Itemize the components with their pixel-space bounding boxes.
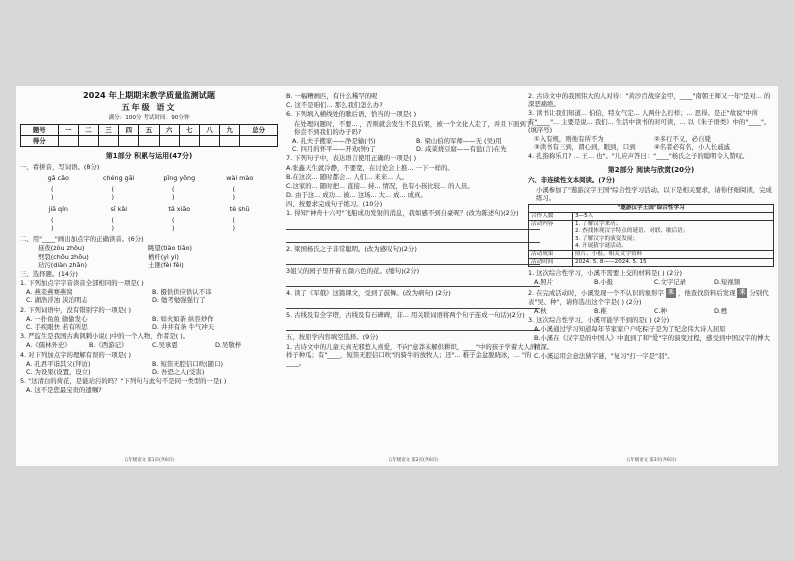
answer-bracket[interactable]: ( ) [172,215,187,232]
reading-row [20,253,278,261]
pinyin-item: jiā qín [48,204,68,213]
option[interactable]: A.小溪通过学习知道每年节家家户户吃粽子是为了纪念伟大诗人屈原 [534,325,726,334]
score-header-cell: 一 [58,124,78,135]
question-3-2: 2. 下列词语中，没有错别字的一项是( ) [20,305,132,314]
exam-sheet [16,86,778,466]
pinyin-item: gǎ cǎo [47,174,69,183]
pinyin-item: tè shū [229,204,250,213]
pinyin-item: sī kǎi [110,204,128,213]
option[interactable]: B.《西游记》 [89,341,128,350]
question-4-4: 4. 读了《军俄》这篇课文，受到了鼓舞。(改为病句) (2分) [286,289,451,297]
option[interactable]: D.吴敬梓 [215,341,242,350]
option[interactable]: A.秋 [534,306,547,315]
activity-value: 3—5人 [573,213,774,221]
pinyin-item: tā xiāo [168,204,191,213]
options-row [528,135,774,143]
option[interactable]: A.照片 [534,278,554,287]
score-header-cell: 九 [220,124,240,135]
score-header-cell: 题号 [21,124,59,135]
option[interactable]: C.小溪运用会意法猜字谜，"复习"打一字是"羽"。 [534,351,674,360]
option[interactable]: C.种 [654,306,667,315]
answer-line[interactable] [286,276,540,287]
score-input-cell[interactable] [199,135,219,146]
score-header-cell: 总分 [240,124,278,135]
question-text: 在处理问题时，不要... ，否则就会发生不良后果，被一个文化人走了，并且下面到了... 你尝不到我们的办子吗? [294,119,539,136]
question-6: 六、非连续性文本阅读。(7分) [528,176,615,185]
answer-line[interactable] [286,254,540,265]
option[interactable]: ②多行不义，必自毙 [654,134,711,143]
page-column-3 [528,86,774,466]
option[interactable]: C.吴承恩 [152,341,178,350]
pinyin-item: wài mào [226,174,254,183]
option[interactable]: C. 湖浩浮浊 浃泊明志 [26,296,88,305]
option[interactable]: C. 为设果(设置，设立) [26,367,91,376]
option[interactable]: B.稚 [594,306,607,315]
activity-key: 合作人数 [529,213,573,221]
question-text: 分别代表"吴、种"，请你选出这个字是( ) (2分) [528,288,769,306]
answer-line[interactable] [286,298,540,309]
reading-item[interactable]: 栖杆(yì yí) [148,252,179,261]
reading-row [20,244,278,252]
activity-line: 2. 查找体现汉字特点的谜语、对联、歇后语； [575,228,689,235]
option[interactable]: D. 由于这... 成功... 被... 这场... 大... 成... 成真。 [286,191,427,200]
score-table [20,124,278,147]
score-input-cell[interactable] [58,135,78,146]
option[interactable]: D.甦 [714,306,728,315]
option[interactable]: B. 梁山伯的军师——无 (吴)用 [416,136,502,145]
reading-item[interactable]: 土匪(fèi fěi) [148,260,184,269]
option[interactable]: A. 燕麦燕赛燕窝 [26,288,73,297]
question-4-5: 5. 古线及有全字塔，古线及有石碑碑，非... 用关联词语将两个句子连成一句话)(2分) [286,311,525,320]
answer-brackets-row-2[interactable] [20,216,278,232]
page-column-2 [286,86,540,466]
activity-line: 3. 了解汉字的演变发展； [575,235,639,242]
option[interactable]: A. 这不是您最宝贵的遗嘱? [26,386,102,395]
part1-heading: 第1部分 积累与运用(47分) [105,151,193,160]
score-input-cell[interactable] [240,135,278,146]
option[interactable]: C.这家的... 随时把... 直接... 持... 情况，也有小孩比较... 的人员。 [286,181,474,190]
question-5-4: 4. 孔指称乐月? ... 王... 也"。"儿应声答曰："____"杨氏之子的聪明令人赞叹。 [528,152,749,161]
question-3: 三、选择题。(14分) [20,269,78,278]
question-4-2: 2. 梁国杨氏之子非常聪明。(改为感叹句)(2分) [286,244,417,253]
answer-bracket[interactable]: ( ) [111,215,126,232]
option[interactable]: C. 这不是咱们... 那么我们怎么办? [286,101,383,110]
option[interactable]: A. 一扑鱼鱼 偷偷发心 [26,314,88,323]
option[interactable]: B. 如火如荼 纵容炒作 [152,314,214,323]
option[interactable]: C. 手疾眼快 若有所思 [26,323,88,332]
question-3-4: 4. 对下列加点字的理解有误的一项是( ) [20,350,132,359]
exam-subtitle: 五年级 语文 [121,102,177,112]
question-5: 五、按原学内容填空选择。(9分) [286,333,379,342]
reading-item[interactable]: 玷污(diàn zhān) [38,260,87,269]
page-footer-3: 五年级语文 第3页(共6页) [626,458,676,464]
reading-item[interactable]: 劈裂(chōu zhōu) [38,252,89,261]
answer-brackets-row-1[interactable] [20,185,278,201]
question-4-3: 3姐父的园子里开着五颜六色的花。(缩句)(2分) [286,266,420,275]
score-input-cell[interactable] [220,135,240,146]
option[interactable]: B. 短笛无腔信口吹(随口) [152,359,223,368]
pictograph-icon: 禾 [739,288,746,296]
activity-table-head: "遨游汉字王国"综合性学习 [529,205,774,213]
option[interactable]: B.在这次... 随时都会... 人们... 来来... 人。 [286,172,408,181]
score-input-cell[interactable] [139,135,159,146]
question-5-3: 3. 读书让我们知道... 伯伯，特女气定... 人两什么打样；... 思得。是正"故说"中所有"____"... 主要是说... 我们... 生活中读书的对可读，... 以《朱子语类》中的"____"。(填序号) [528,109,771,134]
option[interactable]: D.短视频 [714,278,741,287]
activity-key: 活动时间 [529,259,573,267]
score-label-cell: 得分 [21,135,59,146]
activity-value-list [573,221,774,251]
option[interactable]: A. 孔君平诣其父(拜访) [26,359,91,368]
question-6-2 [528,288,774,306]
answer-line[interactable] [286,232,540,243]
option[interactable]: ①入有规，则他有所不为 [534,134,604,143]
question-6-1: 1. 这次综合性学习，小溪不需要上交的材料是( ) (2分) [528,269,683,278]
page-footer-2: 五年级语文 第2页(共6页) [388,458,438,464]
pinyin-item: pǐng yǒng [163,174,196,183]
activity-key: 活动内容 [529,221,573,251]
question-3-1: 1. 下列加点字字音读音全部相同的一项是( ) [20,279,144,288]
pinyin-row-2 [20,205,278,213]
reading-item[interactable]: 眺望(tiào tiāo) [148,244,193,253]
option[interactable]: C.文字记录 [654,278,687,287]
option[interactable]: A.张鑫天生就冷静，不要宽，在讨论会上推... 一下一样的。 [286,163,454,172]
options-row [20,296,278,304]
answer-bracket[interactable]: ( ) [172,185,187,202]
option[interactable]: A.《儒林外史》 [26,341,71,350]
answer-line[interactable] [286,219,540,230]
pinyin-row-1 [20,174,278,182]
activity-value: 2024. 5. 8——2024. 5. 15 [573,259,774,267]
answer-bracket[interactable]: ( ) [51,215,66,232]
activity-line: 4. 开展猜字谜活动。 [575,242,627,249]
question-6-intro: 小溪参加了"遨游汉字王国"综合性学习活动。以下是相关要求，请你仔细阅读，完成练习。 [536,185,772,202]
question-2: 二、用"____"画出加点字的正确读音。(6分) [20,235,144,244]
question-4: 四、按要求完成句子练习。(10分) [286,200,383,209]
activity-key: 活动成果 [529,250,573,258]
option[interactable]: D. 吾恐之人(受害) [152,367,205,376]
score-header-cell: 六 [159,124,179,135]
question-3-3: 3. 严监生是我国古典讽刺小说( )中的一个人物，作者是( )。 [20,332,190,341]
question-3-5: 5. "这清白的荷花，是能玷污的吗？"下列句与此句不是同一类型的一是( ) [20,377,227,386]
option[interactable]: B.小报 [594,278,614,287]
options-row [20,368,278,376]
answer-bracket[interactable]: ( ) [232,215,247,232]
options-row [286,145,540,153]
option[interactable]: ④名者必有名，小人长戚戚 [654,143,731,152]
answer-bracket[interactable]: ( ) [111,185,126,202]
answer-bracket[interactable]: ( ) [232,185,247,202]
options-row [286,137,540,145]
part2-heading: 第2部分 阅读与欣赏(20分) [607,165,695,174]
question-text: 2. 在完成活动时，小溪发现一个不认识的象形字 [528,288,664,297]
options-row [528,278,774,286]
reading-item[interactable]: 昼夜(zòu zhòu) [38,244,85,253]
score-header-cell: 三 [99,124,119,135]
options-row [20,315,278,323]
answer-bracket[interactable]: ( ) [51,185,66,202]
option[interactable]: D. 井井有条 牛气冲天 [152,323,215,332]
score-header-cell: 四 [119,124,139,135]
option[interactable]: C. 四月的怀平——开劝(钟)了 [292,145,376,154]
question-3-6: 6. 下列填入横线处的歌后语，恰当的一项是( ) [286,110,417,119]
score-header-cell: 五 [139,124,159,135]
score-input-cell[interactable] [78,135,98,146]
question-4-1: 1. 得知"神舟十六号"飞船成功发射的消息，我如感不到自豪呢？(改为陈述句)(2分) [286,209,519,218]
options-row [20,360,278,368]
activity-value: 照片、小报、相关文字资料 [573,250,774,258]
score-input-cell[interactable] [179,135,199,146]
activity-table [528,204,774,267]
options-row [528,143,774,151]
score-header-cell: 八 [199,124,219,135]
score-header-cell: 七 [179,124,199,135]
score-input-cell[interactable] [99,135,119,146]
activity-line: 1. 了解汉字来历； [575,221,622,228]
pinyin-item: chéng gāi [103,174,135,183]
page-footer-1: 五年级语文 第1页(共6页) [124,458,174,464]
score-input-cell[interactable] [119,135,139,146]
score-input-cell[interactable] [159,135,179,146]
reading-row [20,261,278,269]
option[interactable]: A. 孔夫子搬家——净是输(书) [292,136,376,145]
options-row [528,307,774,315]
options-row [20,341,278,349]
options-row [20,323,278,331]
page-column-1 [20,86,278,466]
answer-line[interactable] [286,320,540,331]
exam-title: 2024 年上期期末教学质量监测试题 [82,90,216,100]
option[interactable]: D. 勉考勉强强行了 [152,296,206,305]
question-text: ，他查找资料后发现 [677,288,736,297]
option[interactable]: B.小溪在《汉字是的中国人》中直到了和"爱"字的演变过程，感受到中国汉字的博大精深。 [534,334,770,351]
question-6-3: 3. 这次综合性学习，小溪可能学不到的是( ) (2分) [528,316,670,325]
score-header-cell: 二 [78,124,98,135]
question-5-2: 2. 古诗文中的我国伟大的人对待："黄沙百战穿金甲，____"南朝王师又一年"是对... 的深恶痛绝。 [528,92,771,109]
question-5-1: 1. 古诗文中的儿童天真无邪惹人喜爱，不向"意莽末解供耕织，____"中的孩子学着大人的样子种瓜；有"____，短笛无腔信口吹"的骑牛的放牧人；还"... 稚子金盆脱晓冰，... "的____。 [286,342,537,367]
question-1: 一、看拼音，写词语。(8分) [20,162,100,171]
option[interactable]: B. 一幅糟画匹，有什么稀罕的呢 [286,92,378,100]
option[interactable]: ③读书有三到，谓心到，眼到，口到 [534,143,636,152]
pictograph-icon: 禾 [667,288,674,296]
option[interactable]: D. 咸菜烧豆腐——有盐(言)在先 [416,145,507,154]
option[interactable]: B. 摄供供应供认不讳 [152,288,212,297]
question-3-7: 7. 下列句子中，表达语言使用正确的一项是( ) [286,154,417,163]
exam-meta: 满分：100分 考试时间：90分钟 [108,114,190,121]
